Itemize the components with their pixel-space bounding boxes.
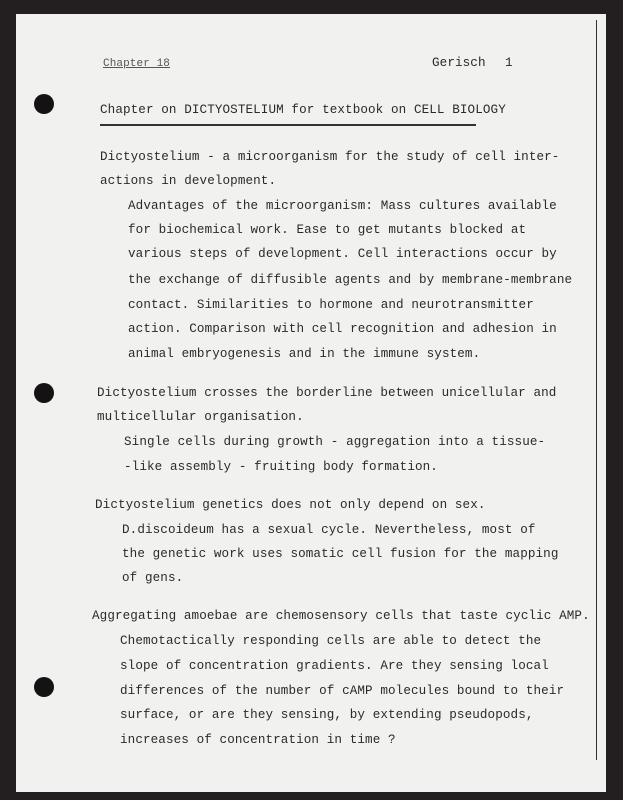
section-body-line: the genetic work uses somatic cell fusion for the mapping (122, 547, 559, 561)
section-body-line: increases of concentration in time ? (120, 733, 396, 747)
section-body-line: differences of the number of cAMP molecules bound to their (120, 684, 565, 698)
section-body-line: various steps of development. Cell interactions occur by (128, 247, 557, 261)
punch-hole (34, 383, 54, 403)
page-edge (596, 20, 597, 760)
section-heading-line: Dictyostelium - a microorganism for the study of cell inter- (100, 150, 560, 164)
section-body-line: -like assembly - fruiting body formation. (124, 460, 438, 474)
section-body-line: action. Comparison with cell recognition and adhesion in (128, 322, 557, 336)
section-body-line: Chemotactically responding cells are able to detect the (120, 634, 542, 648)
section-heading-line: Dictyostelium crosses the borderline between unicellular and (97, 386, 557, 400)
section-body-line: Advantages of the microorganism: Mass cultures available (128, 199, 557, 213)
document-page (16, 14, 606, 792)
title-underline (100, 124, 476, 126)
section-body-line: for biochemical work. Ease to get mutants blocked at (128, 223, 527, 237)
section-body-line: of gens. (122, 571, 184, 585)
section-body-line: D.discoideum has a sexual cycle. Nevertheless, most of (122, 523, 536, 537)
punch-hole (34, 94, 54, 114)
section-body-line: contact. Similarities to hormone and neurotransmitter (128, 298, 534, 312)
section-body-line: surface, or are they sensing, by extending pseudopods, (120, 708, 534, 722)
author-name: Gerisch (432, 56, 486, 70)
section-body-line: Single cells during growth - aggregation into a tissue- (124, 435, 546, 449)
section-body-line: animal embryogenesis and in the immune system. (128, 347, 481, 361)
section-heading-line: Dictyostelium genetics does not only depend on sex. (95, 498, 486, 512)
section-heading-line: Aggregating amoebae are chemosensory cells that taste cyclic AMP. (92, 609, 590, 623)
page-number: 1 (505, 56, 513, 70)
section-body-line: slope of concentration gradients. Are they sensing local (120, 659, 549, 673)
chapter-label: Chapter 18 (103, 58, 171, 70)
section-heading-line: actions in development. (100, 174, 277, 188)
section-heading-line: multicellular organisation. (97, 410, 304, 424)
section-body-line: the exchange of diffusible agents and by membrane-membrane (128, 273, 573, 287)
punch-hole (34, 677, 54, 697)
document-title: Chapter on DICTYOSTELIUM for textbook on CELL BIOLOGY (100, 103, 506, 117)
